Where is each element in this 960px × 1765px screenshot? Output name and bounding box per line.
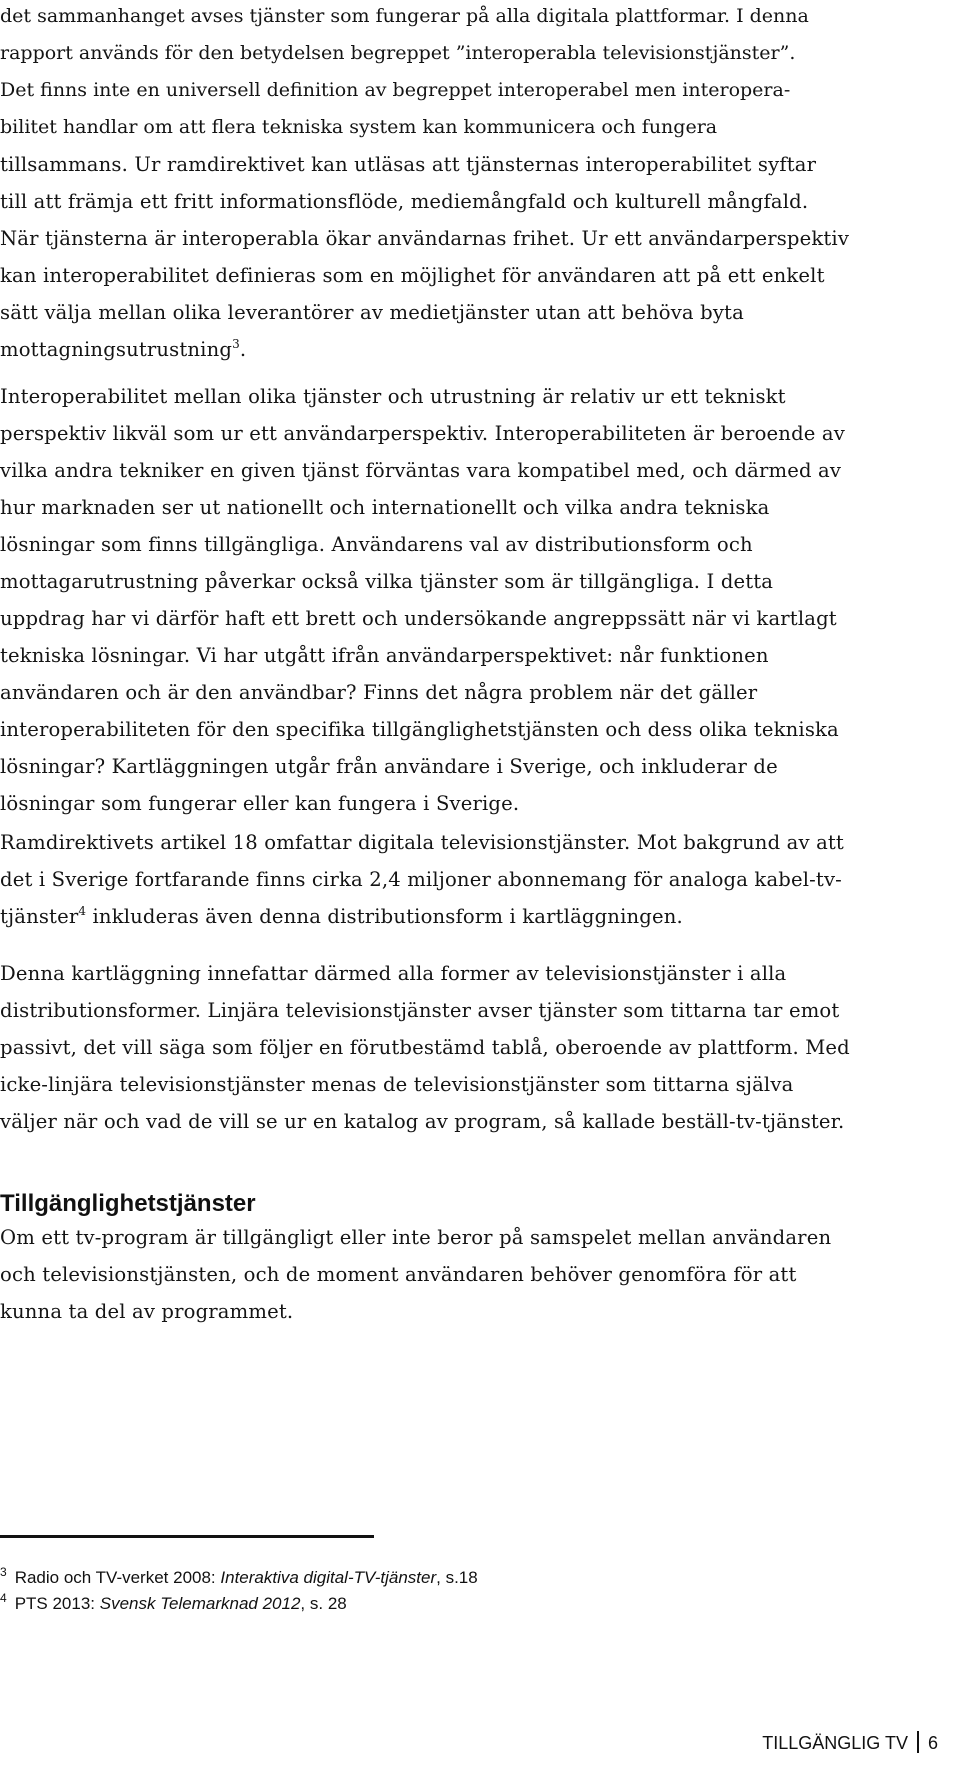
text-line: Om ett tv-program är tillgängligt eller inte beror på samspelet mellan användaren: [0, 1226, 832, 1249]
footnote: [0, 1567, 478, 1589]
text-fragment: mottagningsutrustning: [0, 338, 233, 361]
text-line: perspektiv likväl som ur ett användarperspektiv. Interoperabiliteten är beroende av: [0, 422, 845, 445]
text-line: kunna ta del av programmet.: [0, 1300, 294, 1323]
footnote-divider: [0, 1535, 374, 1538]
text-fragment: .: [239, 338, 247, 361]
text-fragment: inkluderas även denna distributionsform i kartläggningen.: [86, 905, 683, 928]
text-line: uppdrag har vi därför haft ett brett och undersökande angreppssätt när vi kartlagt: [0, 607, 837, 630]
paragraph-scope: [0, 955, 850, 1140]
text-line: till att främja ett fritt informationsflöde, mediemångfald och kulturell mångfald.: [0, 190, 809, 213]
footnote-page: , s. 28: [300, 1594, 347, 1613]
footnote-number: 4: [0, 1591, 7, 1605]
footnote-source: Radio och TV-verket 2008:: [14, 1568, 221, 1587]
text-line: tillsammans. Ur ramdirektivet kan utläsas att tjänsternas interoperabilitet syftar: [0, 153, 817, 176]
page-footer: [762, 1731, 938, 1755]
footnote-source: PTS 2013:: [14, 1594, 100, 1613]
paragraph-accessibility-services: [0, 1219, 831, 1330]
text-line: det i Sverige fortfarande finns cirka 2,4 miljoner abonnemang för analoga kabel-tv-: [0, 868, 842, 891]
page-number: 6: [927, 1733, 938, 1753]
footnote-title: Interaktiva digital-TV-tjänster: [220, 1568, 437, 1587]
text-line: Ramdirektivets artikel 18 omfattar digitala televisionstjänster. Mot bakgrund av att: [0, 831, 844, 854]
text-line: Det finns inte en universell definition av begreppet interoperabel men interopera-: [0, 79, 791, 101]
text-line: Interoperabilitet mellan olika tjänster och utrustning är relativ ur ett tekniskt: [0, 385, 786, 408]
text-line: väljer när och vad de vill se ur en katalog av program, så kallade beställ-tv-tjänster.: [0, 1110, 845, 1133]
paragraph-interoperability-definition: [0, 0, 849, 368]
text-line: Denna kartläggning innefattar därmed alla former av televisionstjänster i alla: [0, 962, 787, 985]
text-line: [0, 898, 844, 935]
text-line: sätt välja mellan olika leverantörer av medietjänster utan att behöva byta: [0, 301, 744, 324]
text-line: det sammanhanget avses tjänster som fungerar på alla digitala plattformar. I denna: [0, 5, 809, 27]
paragraph-relative-interoperability: [0, 378, 845, 822]
text-line: lösningar? Kartläggningen utgår från användare i Sverige, och inkluderar de: [0, 755, 778, 778]
footnote-title: Svensk Telemarknad 2012: [99, 1594, 301, 1613]
text-line: bilitet handlar om att flera tekniska system kan kommunicera och fungera: [0, 116, 718, 138]
text-line: När tjänsterna är interoperabla ökar användarnas frihet. Ur ett användarperspektiv: [0, 227, 850, 250]
text-line: [0, 331, 849, 368]
text-line: vilka andra tekniker en given tjänst förväntas vara kompatibel med, och därmed av: [0, 459, 842, 482]
text-line: passivt, det vill säga som följer en förutbestämd tablå, oberoende av plattform. Med: [0, 1036, 850, 1059]
section-heading: Tillgänglighetstjänster: [0, 1190, 256, 1217]
footer-label: TILLGÄNGLIG TV: [762, 1733, 908, 1753]
footnote-reference[interactable]: 3: [232, 337, 240, 351]
text-line: icke-linjära televisionstjänster menas de televisionstjänster som tittarna själva: [0, 1073, 794, 1096]
text-line: kan interoperabilitet definieras som en möjlighet för användaren att på ett enkelt: [0, 264, 825, 287]
text-line: och televisionstjänsten, och de moment användaren behöver genomföra för att: [0, 1263, 797, 1286]
text-line: interoperabiliteten för den specifika tillgänglighetstjänsten och dess olika tekniska: [0, 718, 839, 741]
footnote-reference[interactable]: 4: [78, 904, 87, 918]
footnote-page: , s.18: [436, 1568, 478, 1587]
footnote: [0, 1593, 347, 1615]
text-fragment: tjänster: [0, 905, 79, 928]
text-line: rapport används för den betydelsen begreppet ”interoperabla televisionstjänster”.: [0, 42, 796, 64]
text-line: tekniska lösningar. Vi har utgått ifrån användarperspektivet: når funktionen: [0, 644, 769, 667]
text-line: lösningar som finns tillgängliga. Användarens val av distributionsform och: [0, 533, 753, 556]
text-line: mottagarutrustning påverkar också vilka tjänster som är tillgängliga. I detta: [0, 570, 774, 593]
paragraph-article-18: [0, 824, 844, 935]
text-line: lösningar som fungerar eller kan fungera i Sverige.: [0, 792, 520, 815]
footer-separator: [917, 1731, 919, 1753]
text-line: användaren och är den användbar? Finns det några problem när det gäller: [0, 681, 758, 704]
footnote-number: 3: [0, 1565, 7, 1579]
text-line: hur marknaden ser ut nationellt och internationellt och vilka andra tekniska: [0, 496, 770, 519]
text-line: distributionsformer. Linjära televisionstjänster avser tjänster som tittarna tar emot: [0, 999, 840, 1022]
